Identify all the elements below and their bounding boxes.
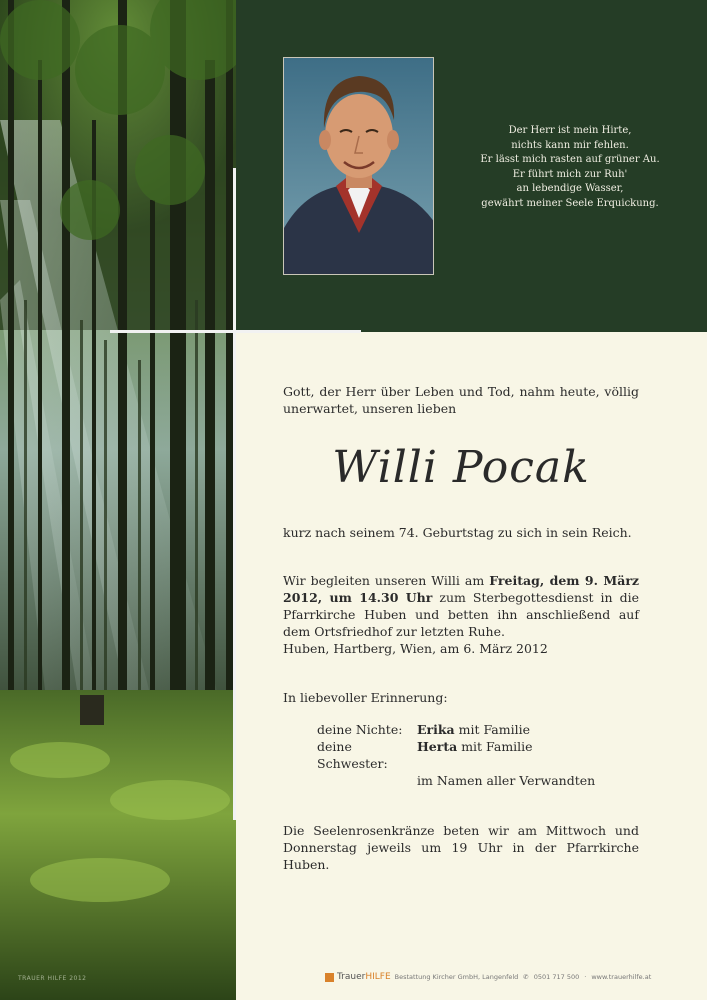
- mourner-relation: deine Nichte:: [317, 722, 403, 737]
- company-name: Bestattung Kircher GmbH, Langenfeld: [394, 973, 519, 981]
- brand-name: [337, 972, 391, 982]
- phone-number: 0501 717 500: [533, 973, 580, 981]
- psalm-line: Der Herr ist mein Hirte,: [508, 125, 632, 136]
- psalm-line: Er führt mich zur Ruh': [512, 168, 628, 180]
- website-link[interactable]: www.trauerhilfe.at: [591, 973, 652, 981]
- mourners-list: [317, 721, 595, 789]
- place-date: Huben, Hartberg, Wien, am 6. März 2012: [283, 641, 548, 656]
- mourner-suffix: mit Familie: [457, 739, 533, 754]
- separator: ·: [584, 973, 587, 981]
- funeral-text-part: Wir begleiten unseren Willi am: [283, 573, 490, 588]
- mourner-suffix: mit Familie: [454, 722, 530, 737]
- mourner-relation: [317, 772, 417, 789]
- forest-photo: [0, 0, 236, 1000]
- mourner-row: [317, 772, 595, 789]
- portrait-image: [284, 58, 434, 275]
- brand-highlight: HILFE: [365, 972, 391, 982]
- photo-credit: TRAUER HILFE 2012: [18, 975, 87, 982]
- mourner-suffix: im Namen aller Verwandten: [417, 773, 596, 788]
- deceased-name: Willi Pocak: [332, 442, 590, 493]
- funeral-text-part: zum Sterbegottesdienst in die Pfarrkirche Huben und betten ihn anschließend auf dem Ortsfriedhof zur letzten Ruhe.: [283, 590, 639, 639]
- psalm-line: nichts kann mir fehlen.: [511, 139, 629, 151]
- mourner-name: Herta: [417, 739, 458, 754]
- cross-vertical-bar: [233, 168, 236, 820]
- psalm-quote: [450, 124, 690, 212]
- psalm-line: an lebendige Wasser,: [516, 183, 624, 195]
- funeral-date-time: Freitag, dem 9. März 2012, um 14.30 Uhr: [283, 573, 639, 605]
- forest-image: [0, 0, 236, 1000]
- brand-main: Trauer: [337, 972, 366, 982]
- intro-text: Gott, der Herr über Leben und Tod, nahm heute, völlig unerwartet, unseren lieben: [283, 384, 639, 416]
- mourner-relation: deine Schwester:: [317, 739, 388, 771]
- footer: [325, 972, 651, 982]
- funeral-text: [283, 572, 639, 640]
- psalm-line: Er lässt mich rasten auf grüner Au.: [480, 154, 660, 166]
- mourner-row: [317, 738, 595, 772]
- rosary-text: Die Seelenrosenkränze beten wir am Mittwoch und Donnerstag jeweils um 19 Uhr in der Pfarrkirche Huben.: [283, 823, 639, 872]
- portrait-photo: [283, 57, 434, 275]
- cross-horizontal-bar: [110, 330, 361, 333]
- mourner-name: Erika: [417, 722, 455, 737]
- birthday-text: kurz nach seinem 74. Geburtstag zu sich in sein Reich.: [283, 525, 632, 540]
- memory-heading: In liebevoller Erinnerung:: [283, 690, 448, 705]
- psalm-line: gewährt meiner Seele Erquickung.: [481, 197, 659, 209]
- mourner-row: [317, 721, 595, 738]
- trauerhilfe-logo-icon: [325, 973, 334, 982]
- phone-icon: ✆: [523, 973, 529, 981]
